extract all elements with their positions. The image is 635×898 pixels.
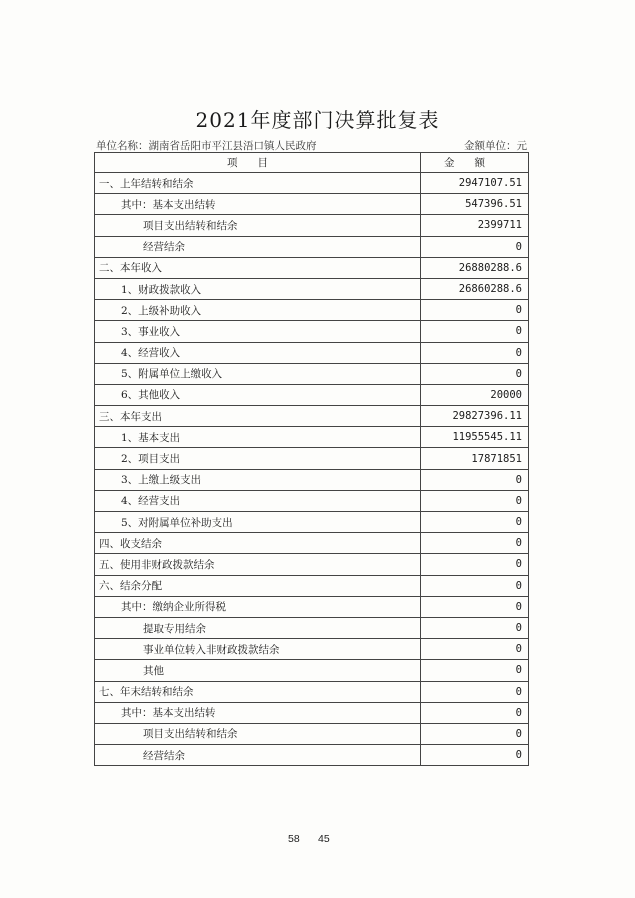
row-label: 四、收支结余	[95, 533, 421, 554]
table-row	[95, 617, 529, 638]
row-amount: 29827396.11	[421, 406, 529, 427]
row-amount: 0	[421, 342, 529, 363]
row-label: 5、对附属单位补助支出	[95, 512, 421, 533]
row-amount: 26860288.6	[421, 278, 529, 299]
table-row	[95, 745, 529, 766]
row-label: 6、其他收入	[95, 384, 421, 405]
row-amount: 0	[421, 469, 529, 490]
row-label: 事业单位转入非财政拨款结余	[95, 639, 421, 660]
row-amount: 0	[421, 745, 529, 766]
table-row	[95, 512, 529, 533]
table-row	[95, 215, 529, 236]
row-label: 其中：基本支出结转	[95, 702, 421, 723]
row-amount: 0	[421, 512, 529, 533]
row-amount: 0	[421, 554, 529, 575]
row-amount: 26880288.6	[421, 257, 529, 278]
row-label: 其中：基本支出结转	[95, 194, 421, 215]
row-label: 5、附属单位上缴收入	[95, 363, 421, 384]
row-amount: 0	[421, 702, 529, 723]
row-label: 项目支出结转和结余	[95, 723, 421, 744]
table-row	[95, 490, 529, 511]
row-amount: 0	[421, 321, 529, 342]
row-amount: 0	[421, 681, 529, 702]
row-label: 六、结余分配	[95, 575, 421, 596]
unit-name-label: 单位名称：湖南省岳阳市平江县浯口镇人民政府	[96, 140, 317, 152]
row-label: 2、上级补助收入	[95, 300, 421, 321]
row-label: 1、财政拨款收入	[95, 278, 421, 299]
table-row	[95, 660, 529, 681]
row-label: 一、上年结转和结余	[95, 173, 421, 194]
row-label: 2、项目支出	[95, 448, 421, 469]
table-row	[95, 702, 529, 723]
row-amount: 2947107.51	[421, 173, 529, 194]
row-amount: 0	[421, 660, 529, 681]
row-label: 3、上缴上级支出	[95, 469, 421, 490]
row-label: 七、年末结转和结余	[95, 681, 421, 702]
row-label: 二、本年收入	[95, 257, 421, 278]
table-row	[95, 363, 529, 384]
table-row	[95, 257, 529, 278]
row-amount: 0	[421, 236, 529, 257]
row-label: 1、基本支出	[95, 427, 421, 448]
budget-approval-table	[94, 152, 529, 766]
row-amount: 0	[421, 363, 529, 384]
row-amount: 547396.51	[421, 194, 529, 215]
table-header-row	[95, 153, 529, 173]
row-label: 4、经营支出	[95, 490, 421, 511]
row-label: 其他	[95, 660, 421, 681]
table-row	[95, 300, 529, 321]
page-number-left: 58	[288, 833, 300, 845]
table-row	[95, 406, 529, 427]
header-amount: 金额	[421, 153, 529, 173]
table-row	[95, 427, 529, 448]
amount-unit-label: 金额单位：元	[464, 140, 527, 152]
table-row	[95, 384, 529, 405]
table-row	[95, 575, 529, 596]
row-amount: 0	[421, 617, 529, 638]
table-row	[95, 723, 529, 744]
table-row	[95, 639, 529, 660]
row-label: 项目支出结转和结余	[95, 215, 421, 236]
row-amount: 0	[421, 575, 529, 596]
table-row	[95, 342, 529, 363]
row-amount: 2399711	[421, 215, 529, 236]
row-amount: 20000	[421, 384, 529, 405]
row-amount: 11955545.11	[421, 427, 529, 448]
row-label: 其中：缴纳企业所得税	[95, 596, 421, 617]
table-row	[95, 236, 529, 257]
header-item: 项目	[95, 153, 421, 173]
table-row	[95, 321, 529, 342]
table-row	[95, 194, 529, 215]
table-row	[95, 173, 529, 194]
row-label: 提取专用结余	[95, 617, 421, 638]
row-amount: 0	[421, 639, 529, 660]
table-row	[95, 448, 529, 469]
table-row	[95, 596, 529, 617]
table-row	[95, 681, 529, 702]
row-label: 五、使用非财政拨款结余	[95, 554, 421, 575]
row-label: 经营结余	[95, 745, 421, 766]
table-row	[95, 533, 529, 554]
row-amount: 0	[421, 490, 529, 511]
table-row	[95, 278, 529, 299]
row-label: 3、事业收入	[95, 321, 421, 342]
row-amount: 0	[421, 596, 529, 617]
row-amount: 0	[421, 300, 529, 321]
document-title: 2021年度部门决算批复表	[195, 108, 440, 132]
table-body	[95, 173, 529, 766]
table-row	[95, 469, 529, 490]
row-label: 4、经营收入	[95, 342, 421, 363]
page-number-right: 45	[318, 833, 330, 845]
row-amount: 0	[421, 723, 529, 744]
row-label: 三、本年支出	[95, 406, 421, 427]
row-label: 经营结余	[95, 236, 421, 257]
table-row	[95, 554, 529, 575]
row-amount: 17871851	[421, 448, 529, 469]
row-amount: 0	[421, 533, 529, 554]
